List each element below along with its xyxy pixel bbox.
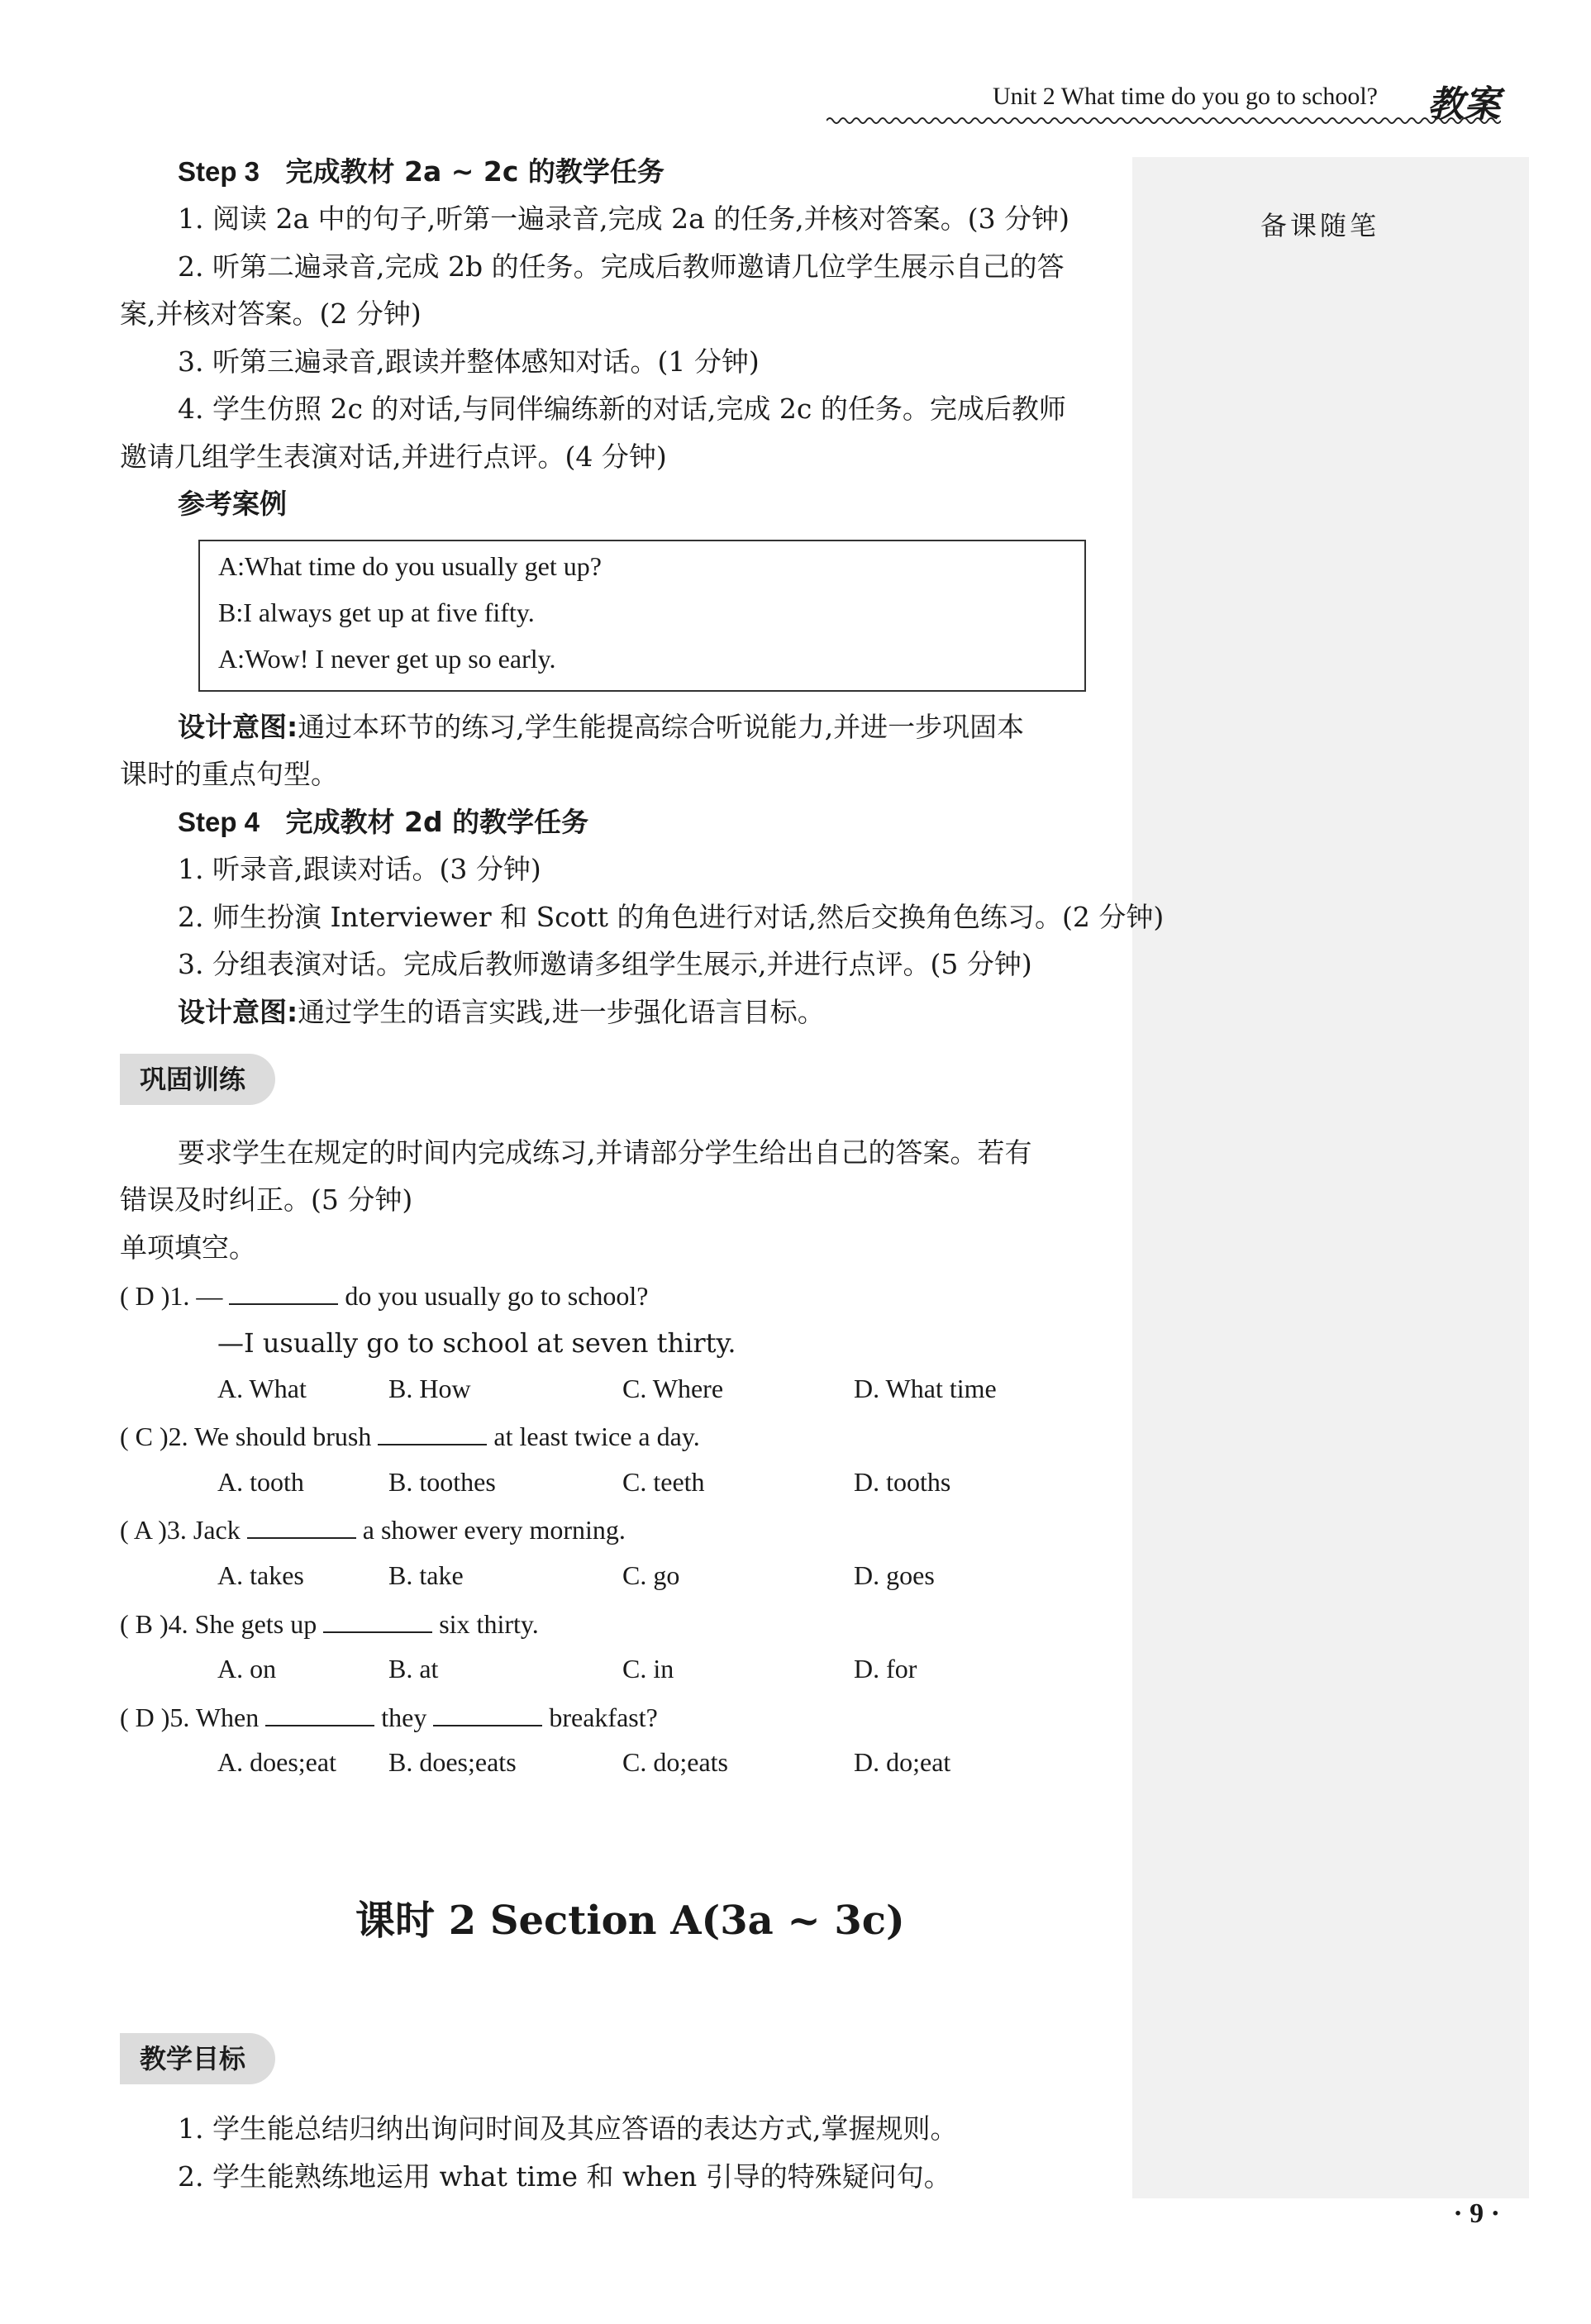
option: A. What (217, 1374, 307, 1403)
option: B. does;eats (388, 1747, 517, 1777)
option: A. tooth (217, 1467, 304, 1497)
option: A. takes (217, 1560, 304, 1590)
option: A. on (217, 1654, 277, 1683)
option: A. does;eat (217, 1747, 336, 1777)
step4-item: 2. 师生扮演 Interviewer 和 Scott 的角色进行对话,然后交换角色练习。(2 分钟) (178, 901, 1165, 933)
option: D. tooths (854, 1467, 951, 1497)
question-2: ( C )2. We should brush at least twice a day. (120, 1422, 700, 1451)
option: D. do;eat (854, 1747, 951, 1777)
dialogue-line: A:Wow! I never get up so early. (218, 644, 556, 674)
answer-blank (378, 1421, 487, 1445)
answer-blank (433, 1702, 542, 1726)
option: C. in (622, 1654, 674, 1683)
header-tag: 教案 (1427, 83, 1500, 126)
lesson-title: 课时 2 Section A(3a ~ 3c) (355, 1898, 905, 1944)
option: B. toothes (388, 1467, 496, 1497)
example-label: 参考案例 (178, 488, 287, 520)
practice-intro: 要求学生在规定的时间内完成练习,并请部分学生给出自己的答案。若有 (178, 1136, 1032, 1169)
step3-heading: Step 3 完成教材 2a ~ 2c 的教学任务 (178, 155, 665, 188)
step3-item: 1. 阅读 2a 中的句子,听第一遍录音,完成 2a 的任务,并核对答案。(3 分钟) (178, 202, 1069, 235)
sidebar-note-label: 备课随笔 (1260, 210, 1380, 241)
step3-item: 4. 学生仿照 2c 的对话,与同伴编练新的对话,完成 2c 的任务。完成后教师 (178, 393, 1066, 425)
question-3: ( A )3. Jack a shower every morning. (120, 1515, 626, 1545)
page-number: · 9 · (1453, 2198, 1500, 2229)
design-intent: 设计意图:通过本环节的练习,学生能提高综合听说能力,并进一步巩固本 (178, 711, 1025, 743)
step3-item: 案,并核对答案。(2 分钟) (120, 298, 422, 330)
step4-item: 1. 听录音,跟读对话。(3 分钟) (178, 853, 541, 885)
goal-item: 1. 学生能总结归纳出询问时间及其应答语的表达方式,掌握规则。 (178, 2112, 958, 2145)
dialogue-line: B:I always get up at five fifty. (218, 598, 535, 627)
option: D. for (854, 1654, 917, 1683)
practice-intro: 错误及时纠正。(5 分钟) (120, 1183, 413, 1216)
question-5: ( D )5. When they breakfast? (120, 1703, 658, 1732)
answer-blank (265, 1702, 374, 1726)
option: B. take (388, 1560, 464, 1590)
option: C. go (622, 1560, 680, 1590)
option: C. do;eats (622, 1747, 728, 1777)
example-dialogue-box (198, 540, 1086, 692)
header-wavy-rule (826, 116, 1501, 126)
goal-item: 2. 学生能熟练地运用 what time 和 when 引导的特殊疑问句。 (178, 2160, 951, 2193)
design-intent-cont: 课时的重点句型。 (120, 758, 338, 790)
step3-item: 2. 听第二遍录音,完成 2b 的任务。完成后教师邀请几位学生展示自己的答 (178, 250, 1065, 283)
running-header: Unit 2 What time do you go to school? (992, 83, 1378, 110)
option: C. Where (622, 1374, 724, 1403)
answer-blank (229, 1280, 338, 1305)
step3-item: 3. 听第三遍录音,跟读并整体感知对话。(1 分钟) (178, 345, 760, 378)
answer-blank (323, 1608, 432, 1633)
option: B. How (388, 1374, 471, 1403)
section-label-practice: 巩固训练 (120, 1054, 275, 1105)
design-intent: 设计意图:通过学生的语言实践,进一步强化语言目标。 (178, 996, 825, 1028)
option: C. teeth (622, 1467, 705, 1497)
practice-subtitle: 单项填空。 (120, 1231, 256, 1264)
dialogue-line: A:What time do you usually get up? (218, 551, 602, 581)
step4-heading: Step 4 完成教材 2d 的教学任务 (178, 806, 589, 838)
question-1: ( D )1. — do you usually go to school? (120, 1281, 649, 1311)
step4-item: 3. 分组表演对话。完成后教师邀请多组学生展示,并进行点评。(5 分钟) (178, 948, 1032, 980)
option: D. What time (854, 1374, 997, 1403)
question-1-line2: —I usually go to school at seven thirty. (217, 1327, 736, 1359)
question-4: ( B )4. She gets up six thirty. (120, 1609, 539, 1639)
answer-blank (247, 1514, 356, 1539)
notes-margin (1132, 157, 1529, 2198)
option: B. at (388, 1654, 439, 1683)
option: D. goes (854, 1560, 935, 1590)
section-label-goals: 教学目标 (120, 2033, 275, 2084)
step3-item: 邀请几组学生表演对话,并进行点评。(4 分钟) (120, 441, 667, 473)
